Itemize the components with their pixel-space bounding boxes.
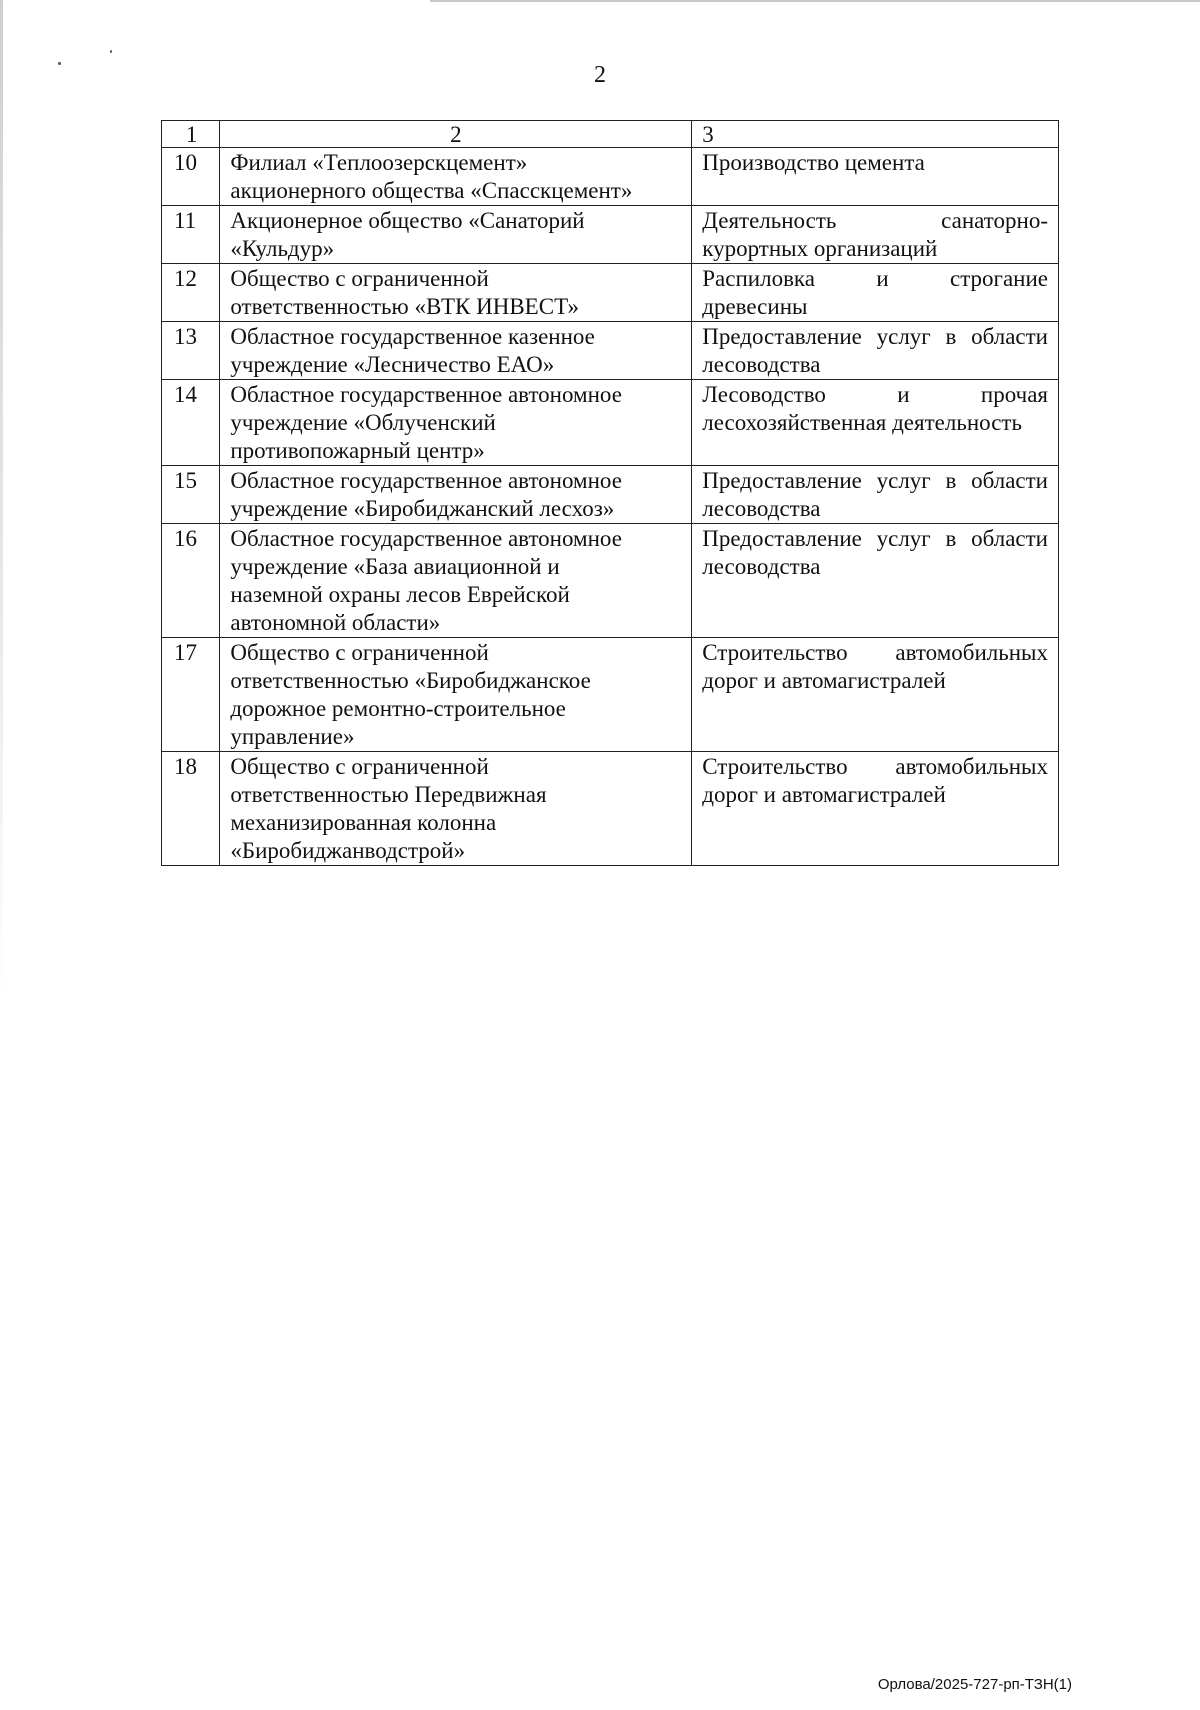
row-number: 11 — [162, 206, 220, 264]
organization-name — [220, 264, 692, 322]
activity-type-line: Предоставление услуг в области — [702, 468, 1048, 493]
column-header-organization: 2 — [220, 121, 692, 148]
organization-name — [220, 466, 692, 524]
activity-type-line: Строительство автомобильных — [702, 754, 1048, 779]
document-code: Орлова/2025-727-рп-ТЗН(1) — [877, 1676, 1072, 1693]
table-row — [162, 752, 1059, 866]
activity-type — [692, 380, 1059, 466]
activity-type — [692, 752, 1059, 866]
organization-name-line: автономной области» — [230, 610, 441, 635]
row-number: 18 — [162, 752, 220, 866]
scan-edge-top — [430, 0, 1200, 2]
organization-name-line: дорожное ремонтно-строительное — [230, 696, 566, 721]
table-row — [162, 638, 1059, 752]
activity-type-line: Предоставление услуг в области — [702, 324, 1048, 349]
organization-name-line: Областное государственное автономное — [230, 382, 622, 407]
organization-name — [220, 380, 692, 466]
organization-name — [220, 148, 692, 206]
organization-name — [220, 206, 692, 264]
organization-name-line: Областное государственное автономное — [230, 468, 622, 493]
organization-name — [220, 752, 692, 866]
activity-type — [692, 148, 1059, 206]
table-row — [162, 264, 1059, 322]
organization-name-line: Общество с ограниченной — [230, 754, 489, 779]
organization-name-line: учреждение «Биробиджанский лесхоз» — [230, 496, 615, 521]
organization-name-line: Филиал «Теплоозерскцемент» — [230, 150, 528, 175]
activity-type-line: лесоводства — [702, 352, 821, 377]
organization-name-line: учреждение «Лесничество ЕАО» — [230, 352, 555, 377]
organization-name-line: учреждение «Облученский — [230, 410, 496, 435]
table-row — [162, 148, 1059, 206]
activity-type — [692, 322, 1059, 380]
activity-type — [692, 206, 1059, 264]
organization-name-line: акционерного общества «Спасскцемент» — [230, 178, 633, 203]
activity-type-line: дорог и автомагистралей — [702, 668, 946, 693]
activity-type — [692, 264, 1059, 322]
activity-type — [692, 524, 1059, 638]
row-number: 10 — [162, 148, 220, 206]
organization-name-line: учреждение «База авиационной и — [230, 554, 560, 579]
activity-type-line: лесохозяйственная деятельность — [702, 410, 1022, 435]
row-number: 17 — [162, 638, 220, 752]
table-row — [162, 380, 1059, 466]
row-number: 16 — [162, 524, 220, 638]
activity-type — [692, 638, 1059, 752]
activity-type-line: Лесоводство и прочая — [702, 382, 1048, 407]
activity-type-line: курортных организаций — [702, 236, 938, 261]
activity-type-line: Строительство автомобильных — [702, 640, 1048, 665]
activity-type-line: лесоводства — [702, 554, 821, 579]
row-number: 14 — [162, 380, 220, 466]
activity-type-line: Деятельность санаторно- — [702, 208, 1048, 233]
organization-name-line: Областное государственное казенное — [230, 324, 595, 349]
table-row — [162, 322, 1059, 380]
column-header-number: 1 — [162, 121, 220, 148]
activity-type-line: Предоставление услуг в области — [702, 526, 1048, 551]
scan-edge-left — [0, 0, 3, 1000]
organization-name-line: Областное государственное автономное — [230, 526, 622, 551]
organization-name-line: ответственностью «ВТК ИНВЕСТ» — [230, 294, 580, 319]
organization-name — [220, 638, 692, 752]
organization-name-line: противопожарный центр» — [230, 438, 485, 463]
column-header-activity: 3 — [692, 121, 1059, 148]
organization-name-line: Общество с ограниченной — [230, 266, 489, 291]
organization-name-line: ответственностью «Биробиджанское — [230, 668, 591, 693]
organization-name-line: ответственностью Передвижная — [230, 782, 547, 807]
organizations-table — [161, 120, 1059, 866]
organization-name-line: механизированная колонна — [230, 810, 497, 835]
row-number: 13 — [162, 322, 220, 380]
activity-type-line: Производство цемента — [702, 150, 925, 175]
organization-name-line: «Кульдур» — [230, 236, 335, 261]
row-number: 12 — [162, 264, 220, 322]
table-header-row — [162, 121, 1059, 148]
organization-name-line: управление» — [230, 724, 355, 749]
activity-type — [692, 466, 1059, 524]
organization-name-line: «Биробиджанводстрой» — [230, 838, 466, 863]
table-row — [162, 524, 1059, 638]
organization-name — [220, 322, 692, 380]
organization-name — [220, 524, 692, 638]
table-row — [162, 206, 1059, 264]
activity-type-line: дорог и автомагистралей — [702, 782, 946, 807]
scan-speck — [110, 50, 112, 53]
organization-name-line: Акционерное общество «Санаторий — [230, 208, 585, 233]
activity-type-line: лесоводства — [702, 496, 821, 521]
organization-name-line: Общество с ограниченной — [230, 640, 489, 665]
table-row — [162, 466, 1059, 524]
activity-type-line: древесины — [702, 294, 808, 319]
organization-name-line: наземной охраны лесов Еврейской — [230, 582, 570, 607]
row-number: 15 — [162, 466, 220, 524]
page-number: 2 — [594, 62, 606, 88]
activity-type-line: Распиловка и строгание — [702, 266, 1048, 291]
